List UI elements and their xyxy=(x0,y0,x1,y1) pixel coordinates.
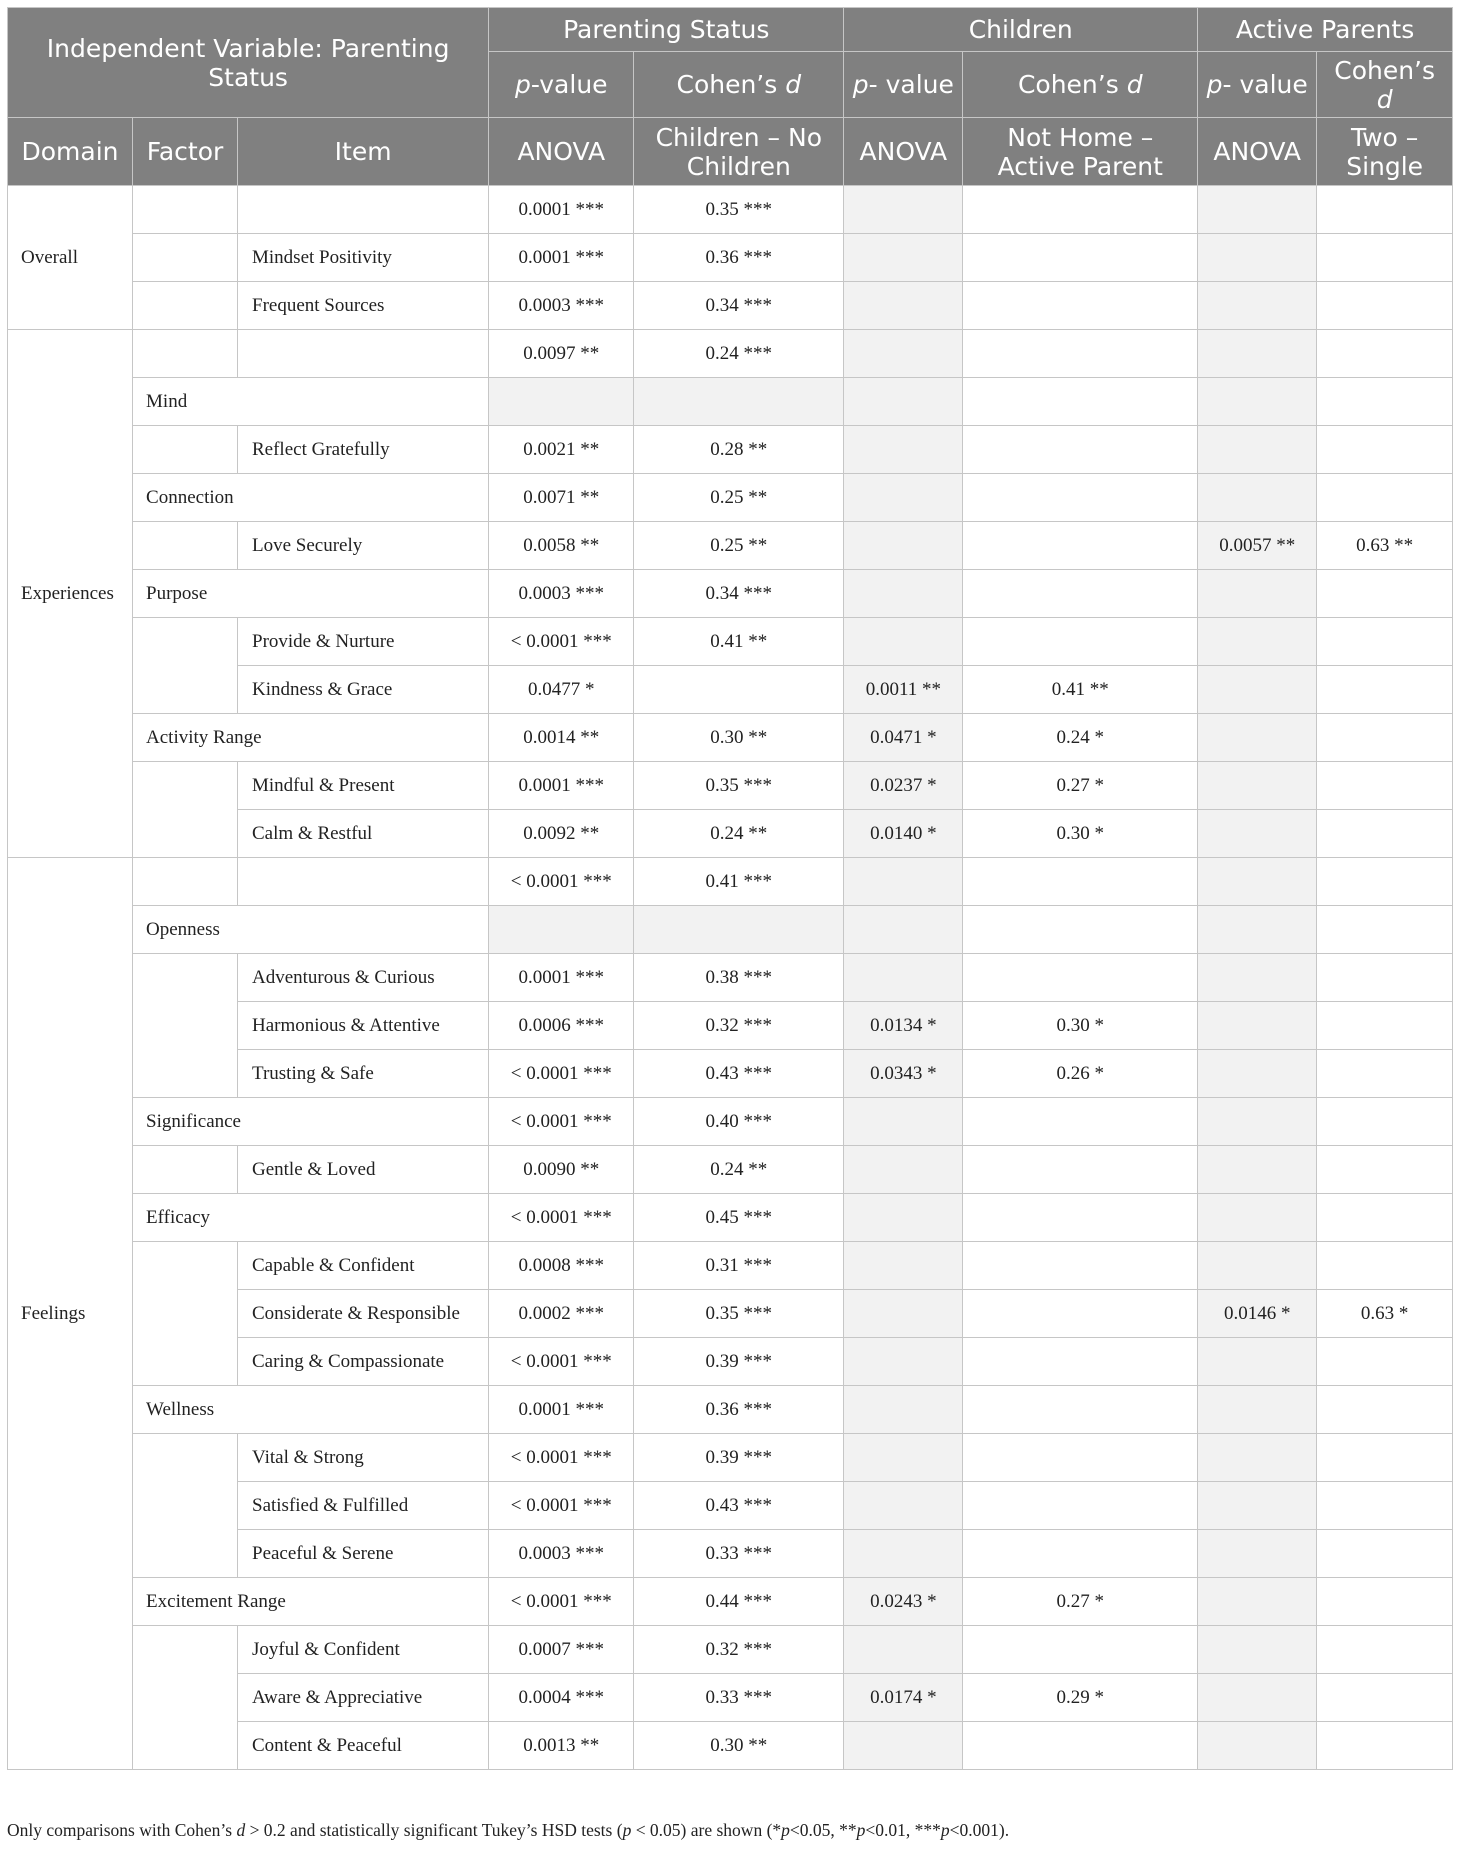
table-row xyxy=(8,1578,1453,1626)
pvalue-anova-cell: 0.0471 * xyxy=(844,714,963,762)
cohens-d-cell xyxy=(1317,1482,1453,1530)
item-cell: Mindset Positivity xyxy=(238,234,489,282)
pvalue-anova-cell: 0.0097 ** xyxy=(489,330,634,378)
table-row xyxy=(8,1146,1453,1194)
pvalue-anova-cell: < 0.0001 *** xyxy=(489,1338,634,1386)
cohens-d-cell xyxy=(1317,810,1453,858)
table-row xyxy=(8,858,1453,906)
cohens-d-cell xyxy=(963,1098,1198,1146)
cohens-d-cell: 0.43 *** xyxy=(634,1482,844,1530)
cohens-d-cell xyxy=(963,1722,1198,1770)
pvalue-anova-cell xyxy=(489,378,634,426)
corner-label: Independent Variable: Parenting Status xyxy=(8,8,489,118)
cohens-d-cell xyxy=(1317,1722,1453,1770)
pvalue-anova-cell: 0.0002 *** xyxy=(489,1290,634,1338)
cohens-d-cell xyxy=(1317,378,1453,426)
item-cell: Calm & Restful xyxy=(238,810,489,858)
pvalue-anova-cell xyxy=(1198,1050,1317,1098)
factor-cell xyxy=(133,1434,238,1578)
pvalue-anova-cell xyxy=(844,858,963,906)
table-row xyxy=(8,762,1453,810)
cohens-d-cell xyxy=(963,426,1198,474)
item-cell: Caring & Compassionate xyxy=(238,1338,489,1386)
pvalue-anova-cell xyxy=(1198,1482,1317,1530)
item-cell xyxy=(238,186,489,234)
cohens-d-cell: 0.30 ** xyxy=(634,714,844,762)
cohens-d-cell xyxy=(963,1386,1198,1434)
item-cell: Peaceful & Serene xyxy=(238,1530,489,1578)
pvalue-anova-cell xyxy=(1198,426,1317,474)
pvalue-anova-cell xyxy=(1198,1242,1317,1290)
pvalue-anova-cell: 0.0001 *** xyxy=(489,1386,634,1434)
pvalue-anova-cell: 0.0006 *** xyxy=(489,1002,634,1050)
stat-p-value: p-value xyxy=(489,52,634,118)
pvalue-anova-cell: < 0.0001 *** xyxy=(489,1482,634,1530)
pvalue-anova-cell xyxy=(844,1194,963,1242)
cohens-d-cell xyxy=(1317,1194,1453,1242)
stat-cohens-d: Cohen’s d xyxy=(634,52,844,118)
cohens-d-cell: 0.28 ** xyxy=(634,426,844,474)
domain-cell: Overall xyxy=(8,186,133,330)
cohens-d-cell: 0.41 ** xyxy=(634,618,844,666)
pvalue-anova-cell xyxy=(844,1386,963,1434)
pvalue-anova-cell: 0.0134 * xyxy=(844,1002,963,1050)
cohens-d-cell: 0.25 ** xyxy=(634,474,844,522)
cohens-d-cell xyxy=(1317,1674,1453,1722)
cohens-d-cell xyxy=(1317,1242,1453,1290)
cohens-d-cell xyxy=(1317,282,1453,330)
cohens-d-cell: 0.35 *** xyxy=(634,1290,844,1338)
table-row xyxy=(8,906,1453,954)
cohens-d-cell xyxy=(963,1146,1198,1194)
factor-cell xyxy=(133,1146,238,1194)
col-anova: ANOVA xyxy=(1198,118,1317,186)
pvalue-anova-cell xyxy=(1198,1002,1317,1050)
cohens-d-cell xyxy=(1317,570,1453,618)
pvalue-anova-cell xyxy=(1198,1386,1317,1434)
item-cell: Adventurous & Curious xyxy=(238,954,489,1002)
table-row xyxy=(8,570,1453,618)
col-two-single: Two – Single xyxy=(1317,118,1453,186)
factor-cell: Wellness xyxy=(133,1386,489,1434)
cohens-d-cell xyxy=(1317,1338,1453,1386)
pvalue-anova-cell: 0.0071 ** xyxy=(489,474,634,522)
factor-cell xyxy=(133,522,238,570)
item-cell: Frequent Sources xyxy=(238,282,489,330)
cohens-d-cell: 0.44 *** xyxy=(634,1578,844,1626)
cohens-d-cell: 0.39 *** xyxy=(634,1338,844,1386)
table-header xyxy=(8,8,1453,186)
results-table xyxy=(7,7,1453,1770)
table-row xyxy=(8,330,1453,378)
pvalue-anova-cell xyxy=(844,522,963,570)
stat-cohens-d: Cohen’s d xyxy=(1317,52,1453,118)
cohens-d-cell: 0.43 *** xyxy=(634,1050,844,1098)
group-active-parents: Active Parents xyxy=(1198,8,1453,52)
cohens-d-cell xyxy=(1317,1098,1453,1146)
pvalue-anova-cell: 0.0001 *** xyxy=(489,762,634,810)
item-cell: Content & Peaceful xyxy=(238,1722,489,1770)
pvalue-anova-cell: 0.0004 *** xyxy=(489,1674,634,1722)
pvalue-anova-cell xyxy=(1198,906,1317,954)
table-row xyxy=(8,426,1453,474)
pvalue-anova-cell xyxy=(844,1482,963,1530)
group-children: Children xyxy=(844,8,1198,52)
pvalue-anova-cell: 0.0174 * xyxy=(844,1674,963,1722)
factor-cell: Purpose xyxy=(133,570,489,618)
pvalue-anova-cell: 0.0146 * xyxy=(1198,1290,1317,1338)
cohens-d-cell xyxy=(1317,426,1453,474)
pvalue-anova-cell: 0.0011 ** xyxy=(844,666,963,714)
cohens-d-cell xyxy=(963,570,1198,618)
cohens-d-cell xyxy=(1317,1146,1453,1194)
factor-cell: Excitement Range xyxy=(133,1578,489,1626)
pvalue-anova-cell xyxy=(844,330,963,378)
pvalue-anova-cell xyxy=(1198,186,1317,234)
pvalue-anova-cell: 0.0477 * xyxy=(489,666,634,714)
factor-cell xyxy=(133,330,238,378)
pvalue-anova-cell: 0.0001 *** xyxy=(489,186,634,234)
group-parenting-status: Parenting Status xyxy=(489,8,844,52)
pvalue-anova-cell xyxy=(844,282,963,330)
table-row xyxy=(8,1242,1453,1290)
factor-cell xyxy=(133,858,238,906)
pvalue-anova-cell xyxy=(1198,618,1317,666)
pvalue-anova-cell xyxy=(1198,474,1317,522)
cohens-d-cell: 0.30 * xyxy=(963,1002,1198,1050)
cohens-d-cell: 0.35 *** xyxy=(634,186,844,234)
cohens-d-cell xyxy=(963,378,1198,426)
pvalue-anova-cell: 0.0008 *** xyxy=(489,1242,634,1290)
cohens-d-cell xyxy=(963,330,1198,378)
cohens-d-cell: 0.36 *** xyxy=(634,1386,844,1434)
cohens-d-cell xyxy=(634,378,844,426)
pvalue-anova-cell: 0.0058 ** xyxy=(489,522,634,570)
pvalue-anova-cell: 0.0001 *** xyxy=(489,954,634,1002)
cohens-d-cell: 0.24 ** xyxy=(634,810,844,858)
pvalue-anova-cell xyxy=(844,378,963,426)
cohens-d-cell xyxy=(1317,1002,1453,1050)
cohens-d-cell: 0.32 *** xyxy=(634,1626,844,1674)
pvalue-anova-cell: 0.0140 * xyxy=(844,810,963,858)
cohens-d-cell xyxy=(963,522,1198,570)
pvalue-anova-cell xyxy=(844,426,963,474)
factor-cell xyxy=(133,234,238,282)
cohens-d-cell: 0.26 * xyxy=(963,1050,1198,1098)
cohens-d-cell xyxy=(963,1434,1198,1482)
cohens-d-cell: 0.25 ** xyxy=(634,522,844,570)
item-cell: Provide & Nurture xyxy=(238,618,489,666)
col-factor: Factor xyxy=(133,118,238,186)
table-row xyxy=(8,186,1453,234)
pvalue-anova-cell xyxy=(1198,330,1317,378)
pvalue-anova-cell xyxy=(844,1530,963,1578)
factor-cell xyxy=(133,1626,238,1770)
pvalue-anova-cell: 0.0007 *** xyxy=(489,1626,634,1674)
pvalue-anova-cell xyxy=(844,474,963,522)
cohens-d-cell xyxy=(634,666,844,714)
pvalue-anova-cell: 0.0001 *** xyxy=(489,234,634,282)
cohens-d-cell: 0.33 *** xyxy=(634,1674,844,1722)
cohens-d-cell xyxy=(963,234,1198,282)
cohens-d-cell: 0.24 ** xyxy=(634,1146,844,1194)
item-cell: Love Securely xyxy=(238,522,489,570)
cohens-d-cell xyxy=(634,906,844,954)
cohens-d-cell xyxy=(1317,1434,1453,1482)
cohens-d-cell xyxy=(1317,906,1453,954)
pvalue-anova-cell xyxy=(844,1434,963,1482)
cohens-d-cell: 0.45 *** xyxy=(634,1194,844,1242)
cohens-d-cell xyxy=(1317,666,1453,714)
cohens-d-cell: 0.27 * xyxy=(963,1578,1198,1626)
pvalue-anova-cell xyxy=(844,234,963,282)
col-anova: ANOVA xyxy=(844,118,963,186)
table-row xyxy=(8,1194,1453,1242)
pvalue-anova-cell: 0.0237 * xyxy=(844,762,963,810)
item-cell: Harmonious & Attentive xyxy=(238,1002,489,1050)
cohens-d-cell xyxy=(963,1194,1198,1242)
pvalue-anova-cell: < 0.0001 *** xyxy=(489,1434,634,1482)
item-cell xyxy=(238,858,489,906)
table-body xyxy=(8,186,1453,1770)
factor-cell xyxy=(133,954,238,1098)
cohens-d-cell xyxy=(963,858,1198,906)
factor-cell: Mind xyxy=(133,378,489,426)
pvalue-anova-cell xyxy=(1198,1338,1317,1386)
pvalue-anova-cell xyxy=(489,906,634,954)
col-not-home-active-parent: Not Home – Active Parent xyxy=(963,118,1198,186)
stat-p-value: p- value xyxy=(844,52,963,118)
cohens-d-cell xyxy=(1317,186,1453,234)
pvalue-anova-cell: < 0.0001 *** xyxy=(489,618,634,666)
domain-cell: Experiences xyxy=(8,330,133,858)
item-cell: Kindness & Grace xyxy=(238,666,489,714)
cohens-d-cell: 0.33 *** xyxy=(634,1530,844,1578)
cohens-d-cell xyxy=(1317,954,1453,1002)
cohens-d-cell xyxy=(963,1338,1198,1386)
pvalue-anova-cell xyxy=(1198,954,1317,1002)
pvalue-anova-cell xyxy=(844,1290,963,1338)
pvalue-anova-cell xyxy=(1198,234,1317,282)
pvalue-anova-cell xyxy=(844,906,963,954)
item-cell: Trusting & Safe xyxy=(238,1050,489,1098)
footnote: Only comparisons with Cohen’s d > 0.2 and statistically significant Tukey’s HSD tests (p < 0.05) are shown (*p<0.05, **p<0.01, ***p<0.001). xyxy=(7,1820,1010,1840)
pvalue-anova-cell xyxy=(1198,1722,1317,1770)
pvalue-anova-cell xyxy=(1198,1530,1317,1578)
factor-cell xyxy=(133,282,238,330)
factor-cell: Activity Range xyxy=(133,714,489,762)
item-cell: Gentle & Loved xyxy=(238,1146,489,1194)
header-row-columns xyxy=(8,118,1453,186)
cohens-d-cell xyxy=(1317,858,1453,906)
cohens-d-cell xyxy=(1317,1578,1453,1626)
cohens-d-cell xyxy=(1317,474,1453,522)
pvalue-anova-cell: 0.0021 ** xyxy=(489,426,634,474)
item-cell: Aware & Appreciative xyxy=(238,1674,489,1722)
table-row xyxy=(8,282,1453,330)
pvalue-anova-cell xyxy=(1198,1578,1317,1626)
table-row xyxy=(8,954,1453,1002)
item-cell: Considerate & Responsible xyxy=(238,1290,489,1338)
factor-cell xyxy=(133,186,238,234)
cohens-d-cell xyxy=(1317,1530,1453,1578)
item-cell: Capable & Confident xyxy=(238,1242,489,1290)
cohens-d-cell: 0.34 *** xyxy=(634,570,844,618)
pvalue-anova-cell xyxy=(844,1626,963,1674)
pvalue-anova-cell xyxy=(844,618,963,666)
pvalue-anova-cell: 0.0003 *** xyxy=(489,570,634,618)
factor-cell: Significance xyxy=(133,1098,489,1146)
cohens-d-cell: 0.29 * xyxy=(963,1674,1198,1722)
cohens-d-cell: 0.63 * xyxy=(1317,1290,1453,1338)
pvalue-anova-cell xyxy=(1198,1194,1317,1242)
pvalue-anova-cell: < 0.0001 *** xyxy=(489,1098,634,1146)
cohens-d-cell xyxy=(963,186,1198,234)
cohens-d-cell: 0.30 ** xyxy=(634,1722,844,1770)
cohens-d-cell xyxy=(963,1290,1198,1338)
pvalue-anova-cell xyxy=(1198,858,1317,906)
cohens-d-cell: 0.39 *** xyxy=(634,1434,844,1482)
col-domain: Domain xyxy=(8,118,133,186)
pvalue-anova-cell: < 0.0001 *** xyxy=(489,858,634,906)
table-row xyxy=(8,1626,1453,1674)
factor-cell: Connection xyxy=(133,474,489,522)
stat-p-value: p- value xyxy=(1198,52,1317,118)
table-row xyxy=(8,474,1453,522)
table-row xyxy=(8,378,1453,426)
pvalue-anova-cell: 0.0013 ** xyxy=(489,1722,634,1770)
pvalue-anova-cell: 0.0014 ** xyxy=(489,714,634,762)
cohens-d-cell: 0.34 *** xyxy=(634,282,844,330)
cohens-d-cell xyxy=(963,1626,1198,1674)
pvalue-anova-cell xyxy=(1198,666,1317,714)
cohens-d-cell: 0.35 *** xyxy=(634,762,844,810)
col-children-no-children: Children – No Children xyxy=(634,118,844,186)
pvalue-anova-cell xyxy=(844,1338,963,1386)
cohens-d-cell: 0.27 * xyxy=(963,762,1198,810)
cohens-d-cell xyxy=(963,282,1198,330)
pvalue-anova-cell xyxy=(1198,1098,1317,1146)
cohens-d-cell xyxy=(1317,330,1453,378)
pvalue-anova-cell: < 0.0001 *** xyxy=(489,1578,634,1626)
header-row-groups xyxy=(8,8,1453,52)
item-cell: Mindful & Present xyxy=(238,762,489,810)
cohens-d-cell: 0.41 *** xyxy=(634,858,844,906)
item-cell: Joyful & Confident xyxy=(238,1626,489,1674)
domain-cell: Feelings xyxy=(8,858,133,1770)
table-row xyxy=(8,714,1453,762)
factor-cell xyxy=(133,762,238,858)
pvalue-anova-cell xyxy=(1198,714,1317,762)
pvalue-anova-cell xyxy=(844,186,963,234)
factor-cell: Efficacy xyxy=(133,1194,489,1242)
pvalue-anova-cell xyxy=(844,1242,963,1290)
table-row xyxy=(8,1098,1453,1146)
cohens-d-cell: 0.63 ** xyxy=(1317,522,1453,570)
pvalue-anova-cell: 0.0057 ** xyxy=(1198,522,1317,570)
pvalue-anova-cell xyxy=(1198,1434,1317,1482)
cohens-d-cell xyxy=(1317,762,1453,810)
pvalue-anova-cell: < 0.0001 *** xyxy=(489,1194,634,1242)
table-row xyxy=(8,234,1453,282)
pvalue-anova-cell: 0.0090 ** xyxy=(489,1146,634,1194)
factor-cell: Openness xyxy=(133,906,489,954)
cohens-d-cell xyxy=(1317,1386,1453,1434)
cohens-d-cell xyxy=(963,618,1198,666)
table-row xyxy=(8,618,1453,666)
cohens-d-cell xyxy=(1317,714,1453,762)
pvalue-anova-cell: 0.0003 *** xyxy=(489,282,634,330)
pvalue-anova-cell xyxy=(1198,762,1317,810)
stat-cohens-d: Cohen’s d xyxy=(963,52,1198,118)
item-cell xyxy=(238,330,489,378)
cohens-d-cell xyxy=(963,906,1198,954)
cohens-d-cell xyxy=(963,954,1198,1002)
cohens-d-cell: 0.40 *** xyxy=(634,1098,844,1146)
cohens-d-cell xyxy=(963,1242,1198,1290)
pvalue-anova-cell: 0.0343 * xyxy=(844,1050,963,1098)
pvalue-anova-cell xyxy=(1198,810,1317,858)
cohens-d-cell xyxy=(1317,1626,1453,1674)
factor-cell xyxy=(133,426,238,474)
cohens-d-cell: 0.41 ** xyxy=(963,666,1198,714)
pvalue-anova-cell: < 0.0001 *** xyxy=(489,1050,634,1098)
cohens-d-cell: 0.36 *** xyxy=(634,234,844,282)
cohens-d-cell: 0.31 *** xyxy=(634,1242,844,1290)
pvalue-anova-cell xyxy=(1198,378,1317,426)
pvalue-anova-cell xyxy=(844,1098,963,1146)
cohens-d-cell xyxy=(963,474,1198,522)
cohens-d-cell: 0.30 * xyxy=(963,810,1198,858)
table-row xyxy=(8,1386,1453,1434)
cohens-d-cell xyxy=(1317,234,1453,282)
pvalue-anova-cell xyxy=(1198,1674,1317,1722)
pvalue-anova-cell xyxy=(1198,1146,1317,1194)
pvalue-anova-cell: 0.0243 * xyxy=(844,1578,963,1626)
pvalue-anova-cell xyxy=(1198,570,1317,618)
table-row xyxy=(8,522,1453,570)
pvalue-anova-cell xyxy=(1198,282,1317,330)
cohens-d-cell xyxy=(1317,618,1453,666)
col-item: Item xyxy=(238,118,489,186)
cohens-d-cell xyxy=(963,1482,1198,1530)
cohens-d-cell: 0.38 *** xyxy=(634,954,844,1002)
item-cell: Satisfied & Fulfilled xyxy=(238,1482,489,1530)
cohens-d-cell: 0.24 * xyxy=(963,714,1198,762)
factor-cell xyxy=(133,618,238,714)
pvalue-anova-cell: 0.0003 *** xyxy=(489,1530,634,1578)
table-row xyxy=(8,1434,1453,1482)
cohens-d-cell xyxy=(1317,1050,1453,1098)
pvalue-anova-cell xyxy=(844,570,963,618)
item-cell: Reflect Gratefully xyxy=(238,426,489,474)
pvalue-anova-cell xyxy=(844,1722,963,1770)
cohens-d-cell: 0.24 *** xyxy=(634,330,844,378)
col-anova: ANOVA xyxy=(489,118,634,186)
cohens-d-cell: 0.32 *** xyxy=(634,1002,844,1050)
factor-cell xyxy=(133,1242,238,1386)
cohens-d-cell xyxy=(963,1530,1198,1578)
pvalue-anova-cell: 0.0092 ** xyxy=(489,810,634,858)
item-cell: Vital & Strong xyxy=(238,1434,489,1482)
pvalue-anova-cell xyxy=(844,954,963,1002)
pvalue-anova-cell xyxy=(1198,1626,1317,1674)
pvalue-anova-cell xyxy=(844,1146,963,1194)
